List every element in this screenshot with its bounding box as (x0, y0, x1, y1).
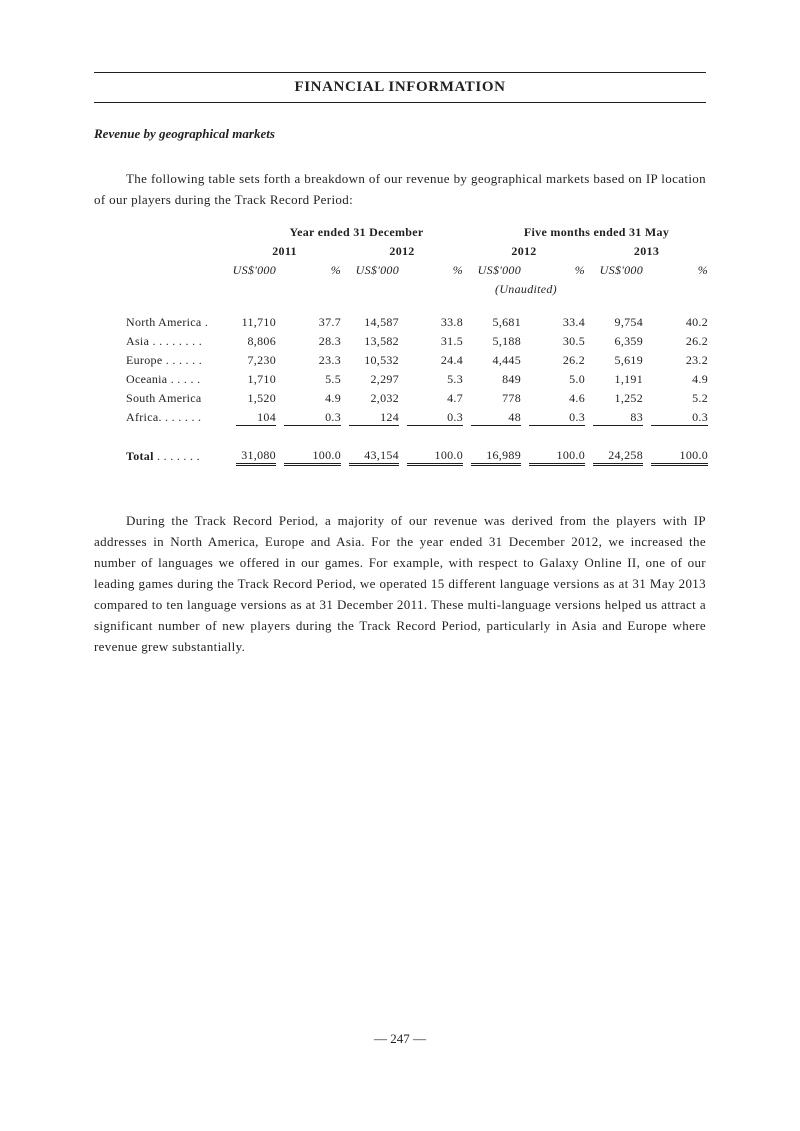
total-cell: 100.0 (529, 447, 585, 466)
unaudited-row (122, 280, 708, 299)
dot-leader: . . . . . (167, 372, 201, 386)
table-cell: 10,532 (364, 353, 399, 367)
total-label: Total (126, 449, 154, 463)
total-cell: 43,154 (349, 447, 399, 466)
group-header-year: Year ended 31 December (289, 225, 424, 239)
table-cell: 104 (236, 410, 276, 426)
page-header-title: FINANCIAL INFORMATION (294, 79, 506, 95)
table-cell: 0.3 (407, 410, 463, 426)
dot-leader: . . . . . . . . (149, 334, 203, 348)
table-cell: 9,754 (614, 315, 644, 329)
dot-leader: . . . . . . . (158, 410, 202, 424)
table-cell: 2,032 (370, 391, 399, 405)
region-label: Europe (126, 353, 163, 367)
table-cell: 5.0 (569, 372, 586, 386)
table-row (122, 389, 708, 408)
table-cell: 5,188 (492, 334, 522, 348)
dot-leader: . . . . . . (162, 353, 203, 367)
table-cell: 23.3 (318, 353, 341, 367)
revenue-table (122, 223, 708, 466)
table-cell: 1,252 (614, 391, 644, 405)
total-cell: 100.0 (407, 447, 463, 466)
table-cell: 40.2 (685, 315, 709, 329)
table-cell: 13,582 (364, 334, 399, 348)
year-header-2013: 2013 (633, 244, 660, 258)
unit-header: % (330, 263, 341, 277)
region-label: Asia (126, 334, 150, 348)
table-cell: 14,587 (364, 315, 399, 329)
table-cell: 5.5 (325, 372, 341, 386)
table-cell: 8,806 (247, 334, 276, 348)
table-cell: 1,520 (247, 391, 276, 405)
unit-header: US$'000 (599, 263, 644, 277)
table-cell: 24.4 (440, 353, 464, 367)
unit-header: US$'000 (355, 263, 399, 277)
table-cell: 37.7 (318, 315, 341, 329)
unit-header-row (122, 261, 708, 280)
year-header-2012-b: 2012 (511, 244, 537, 258)
table-cell: 0.3 (529, 410, 585, 426)
table-cell: 0.3 (284, 410, 341, 426)
total-cell: 31,080 (236, 447, 276, 466)
table-cell: 2,297 (370, 372, 399, 386)
table-cell: 26.2 (562, 353, 586, 367)
table-cell: 5,619 (614, 353, 644, 367)
intro-paragraph: The following table sets forth a breakdown of our revenue by geographical markets based on IP location of our players during the Track Record Period: (94, 171, 706, 207)
table-cell: 5,681 (492, 315, 522, 329)
page-number: — 247 — (374, 1031, 426, 1046)
header-rule-top (94, 72, 706, 73)
table-row (122, 408, 708, 427)
table-cell: 6,359 (614, 334, 644, 348)
table-cell: 778 (502, 391, 522, 405)
table-cell: 849 (502, 372, 522, 386)
table-row (122, 313, 708, 332)
unit-header: % (452, 263, 464, 277)
table-cell: 5.3 (447, 372, 464, 386)
table-cell: 33.8 (440, 315, 464, 329)
table-cell: 48 (471, 410, 521, 426)
total-row (122, 447, 708, 466)
table-cell: 26.2 (685, 334, 709, 348)
total-cell: 24,258 (593, 447, 643, 466)
total-cell: 100.0 (651, 447, 708, 466)
table-cell: 4.7 (447, 391, 464, 405)
table-cell: 4.6 (569, 391, 586, 405)
unit-header: US$'000 (232, 263, 276, 277)
table-cell: 1,191 (614, 372, 644, 386)
region-label: South America (126, 391, 202, 405)
table-row (122, 332, 708, 351)
closing-paragraph: During the Track Record Period, a majority of our revenue was derived from the players with IP addresses in North America, Europe and Asia. For the year ended 31 December 2012, we increased the number of languages we offered in our games. For example, with respect to Galaxy Online II, one of our leading games during the Track Record Period, we operated 15 different language versions as at 31 May 2013 compared to ten language versions as at 31 December 2011. These multi-language versions helped us attract a significant number of new players during the Track Record Period, particularly in Asia and Europe where revenue grew substantially. (94, 513, 706, 654)
unit-header: % (697, 263, 709, 277)
group-header-five-months: Five months ended 31 May (523, 225, 670, 239)
table-cell: 5.2 (692, 391, 709, 405)
region-label: North America (126, 315, 202, 329)
table-cell: 4.9 (325, 391, 341, 405)
unaudited-note: (Unaudited) (495, 282, 557, 296)
table-cell: 23.2 (685, 353, 709, 367)
table-cell: 4.9 (692, 372, 709, 386)
dot-leader: . . . . . . . (153, 449, 200, 463)
table-cell: 31.5 (440, 334, 464, 348)
total-cell: 100.0 (284, 447, 341, 466)
region-label: Africa (126, 410, 159, 424)
group-header-row (122, 223, 708, 242)
table-row (122, 351, 708, 370)
header-rule-bottom (94, 102, 706, 103)
section-heading: Revenue by geographical markets (94, 126, 275, 141)
year-header-2011: 2011 (272, 244, 297, 258)
table-cell: 11,710 (241, 315, 276, 329)
table-cell: 7,230 (247, 353, 276, 367)
year-header-2012: 2012 (389, 244, 415, 258)
table-cell: 4,445 (492, 353, 522, 367)
region-label: Oceania (126, 372, 168, 386)
table-cell: 30.5 (562, 334, 586, 348)
table-cell: 83 (593, 410, 643, 426)
table-row (122, 370, 708, 389)
table-cell: 1,710 (247, 372, 276, 386)
unit-header: % (574, 263, 586, 277)
unit-header: US$'000 (477, 263, 522, 277)
dot-leader: . (201, 315, 209, 329)
table-cell: 28.3 (318, 334, 341, 348)
table-cell: 124 (349, 410, 399, 426)
table-cell: 0.3 (651, 410, 708, 426)
year-header-row (122, 242, 708, 261)
table-cell: 33.4 (562, 315, 586, 329)
total-cell: 16,989 (471, 447, 521, 466)
